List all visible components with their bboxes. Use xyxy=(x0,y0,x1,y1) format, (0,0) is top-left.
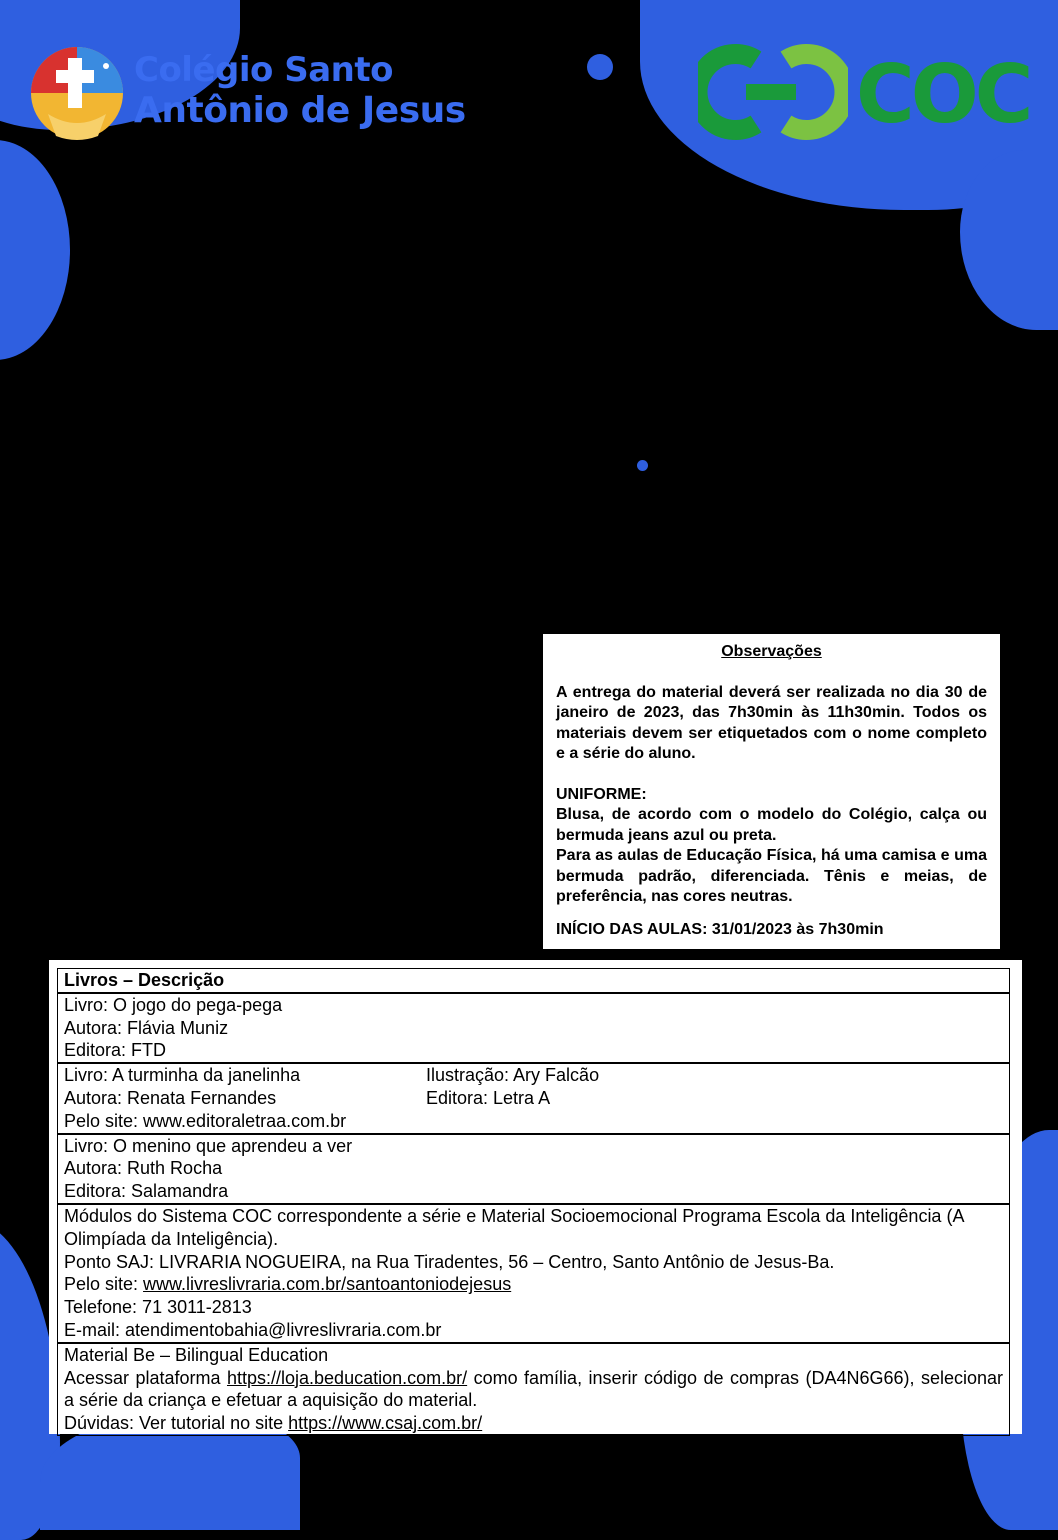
decor-dot-2 xyxy=(637,460,648,471)
decor-dot-1 xyxy=(587,54,613,80)
educacao-fisica-text: Para as aulas de Educação Física, há uma camisa e uma bermuda padrão, diferenciada. Tênis e meias, de preferência, nas cores neutras. xyxy=(556,847,987,905)
book-1-title: Livro: O jogo do pega-pega xyxy=(64,994,283,1015)
book-3-cell xyxy=(58,1134,1010,1204)
books-header: Livros – Descrição xyxy=(58,969,1010,993)
coc-wordmark: COC xyxy=(856,48,1030,141)
school-name-line2: Antônio de Jesus xyxy=(134,90,466,131)
books-panel xyxy=(49,960,1022,1434)
table-header-row xyxy=(58,969,1010,993)
csaj-link[interactable]: https://www.csaj.com.br/ xyxy=(288,1413,483,1434)
book-2-title: Livro: A turminha da janelinha xyxy=(64,1065,301,1086)
telefone-text: Telefone: 71 3011-2813 xyxy=(64,1297,252,1318)
table-row xyxy=(58,1343,1010,1436)
uniforme-label: UNIFORME: xyxy=(556,785,647,803)
school-logo xyxy=(28,44,468,144)
book-3-author: Autora: Ruth Rocha xyxy=(64,1158,223,1179)
book-1-cell xyxy=(58,993,1010,1063)
ponto-saj-text: Ponto SAJ: LIVRARIA NOGUEIRA, na Rua Tiradentes, 56 – Centro, Santo Antônio de Jesus-Ba. xyxy=(64,1251,835,1272)
book-2-cell xyxy=(58,1063,1010,1133)
modulos-site-label: Pelo site: xyxy=(64,1274,144,1295)
uniforme-text: Blusa, de acordo com o modelo do Colégio, calça ou bermuda jeans azul ou preta. xyxy=(556,806,987,844)
table-row xyxy=(58,1063,1010,1133)
book-1-author: Autora: Flávia Muniz xyxy=(64,1017,229,1038)
inicio-aulas-text: INÍCIO DAS AULAS: 31/01/2023 às 7h30min xyxy=(556,920,884,938)
coc-mark-icon xyxy=(698,42,848,142)
table-row xyxy=(58,993,1010,1063)
duvidas-label: Dúvidas: Ver tutorial no site xyxy=(64,1413,289,1434)
book-2-publisher: Editora: Letra A xyxy=(426,1087,551,1108)
book-2-illustrator: Ilustração: Ary Falcão xyxy=(426,1065,600,1086)
book-3-publisher: Editora: Salamandra xyxy=(64,1181,229,1202)
bilingual-title: Material Be – Bilingual Education xyxy=(64,1344,329,1365)
observacoes-delivery-text: A entrega do material deverá ser realizada no dia 30 de janeiro de 2023, das 7h30min às 11h30min. Todos os materiais devem ser etiquetados com o nome completo e a série do aluno. xyxy=(556,683,987,762)
email-text: E-mail: atendimentobahia@livreslivraria.com.br xyxy=(64,1319,442,1340)
duvidas-line xyxy=(64,1412,1003,1435)
coc-logo xyxy=(698,40,1034,144)
observacoes-box xyxy=(543,634,1000,949)
table-row xyxy=(58,1204,1010,1343)
decor-blob-left xyxy=(0,140,70,360)
book-3-title: Livro: O menino que aprendeu a ver xyxy=(64,1135,353,1156)
books-table xyxy=(57,968,1010,1436)
book-1-publisher: Editora: FTD xyxy=(64,1040,167,1061)
bilingual-instructions xyxy=(64,1367,1003,1413)
book-2-author: Autora: Renata Fernandes xyxy=(64,1087,277,1108)
table-row xyxy=(58,1134,1010,1204)
bilingual-text-after: como família, inserir código de compras (DA4N6G66), selecionar a série da criança e efetuar a aquisição do material. xyxy=(64,1367,1003,1411)
beducation-link[interactable]: https://loja.beducation.com.br/ xyxy=(226,1367,468,1388)
book-2-site: Pelo site: www.editoraletraa.com.br xyxy=(64,1110,347,1131)
modulos-cell xyxy=(58,1204,1010,1343)
modulos-site-line xyxy=(64,1273,1003,1296)
modulos-text: Módulos do Sistema COC correspondente a série e Material Socioemocional Programa Escola da Inteligência (A Olimpíada da Inteligência). xyxy=(64,1205,964,1249)
school-emblem-icon xyxy=(28,44,126,142)
school-name-line1: Colégio Santo xyxy=(134,50,393,90)
bilingual-text-before: Acessar plataforma xyxy=(64,1367,227,1388)
observacoes-title: Observações xyxy=(721,643,822,660)
livres-livraria-link[interactable]: www.livreslivraria.com.br/santoantoniodejesus xyxy=(143,1274,512,1295)
bilingual-cell xyxy=(58,1343,1010,1436)
